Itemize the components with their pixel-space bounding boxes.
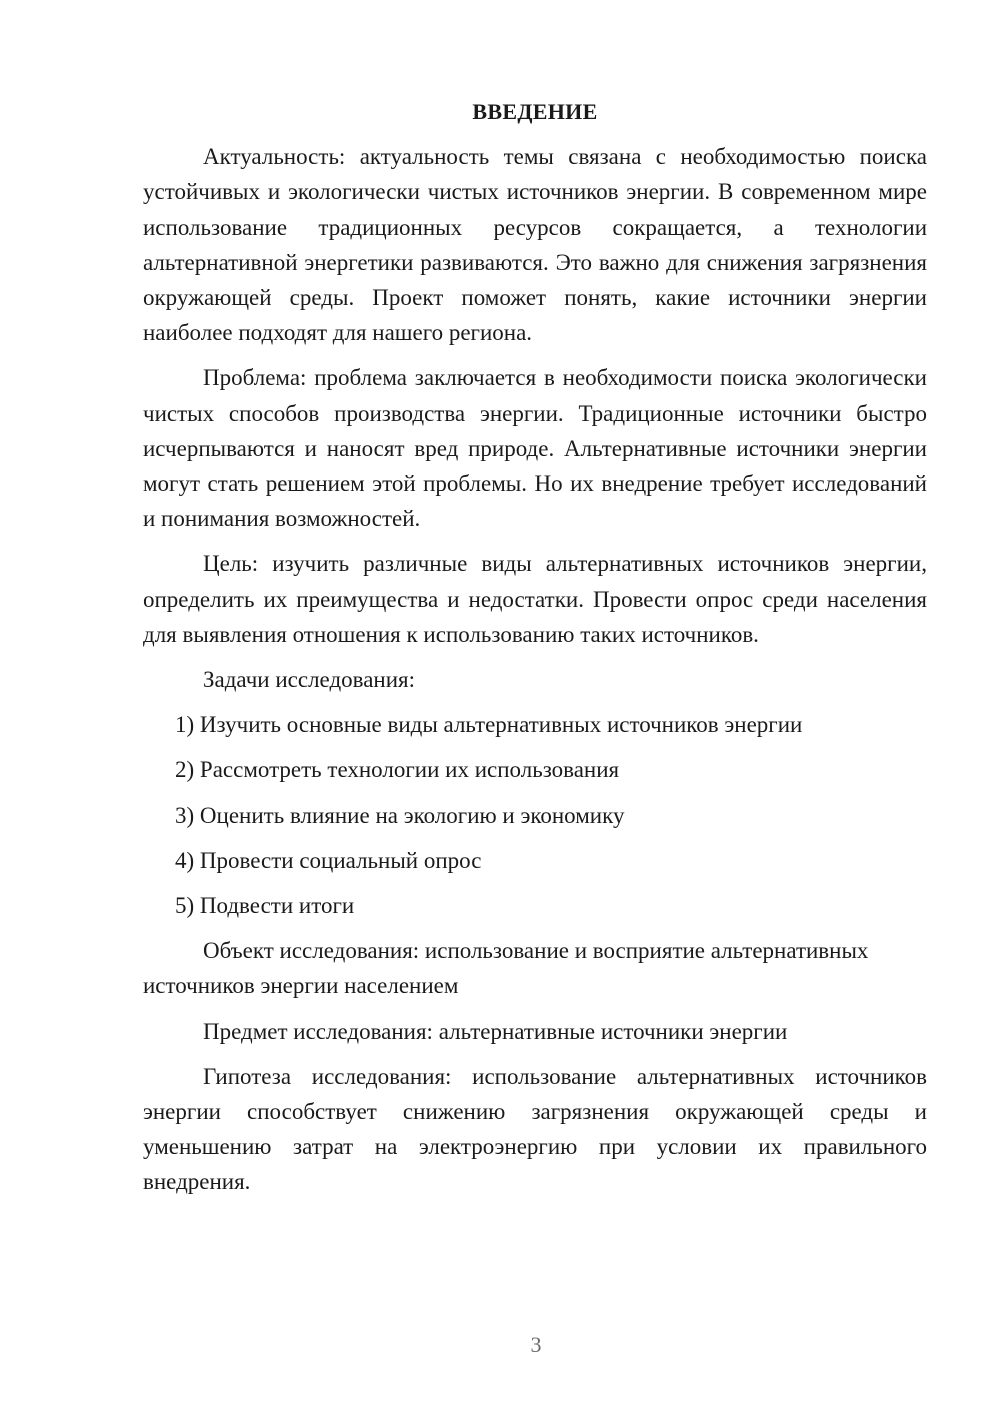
- hypothesis-paragraph: Гипотеза исследования: использование альтернативных источников энергии способствует снижению загрязнения окружающей среды и уменьшению затрат на электроэнергию при условии их правильного внедрения.: [143, 1063, 927, 1195]
- task-item: 2) Рассмотреть технологии их использования: [175, 757, 620, 783]
- task-item: 5) Подвести итоги: [175, 893, 355, 919]
- task-item: 4) Провести социальный опрос: [175, 847, 482, 873]
- goal-paragraph: Цель: изучить различные виды альтернативных источников энергии, определить их преимущества и недостатки. Провести опрос среди населения для выявления отношения к использованию таких источников.: [143, 551, 927, 647]
- tasks-heading: Задачи исследования:: [203, 667, 416, 693]
- page-number: 3: [530, 1332, 542, 1357]
- task-item: 3) Оценить влияние на экологию и экономику: [175, 802, 625, 828]
- object-paragraph: Объект исследования: использование и восприятие альтернативных источников энергии населением: [143, 938, 869, 999]
- task-item: 1) Изучить основные виды альтернативных источников энергии: [175, 712, 803, 738]
- tasks-list: [143, 707, 927, 923]
- relevance-paragraph: Актуальность: актуальность темы связана с необходимостью поиска устойчивых и экологически чистых источников энергии. В современном мире использование традиционных ресурсов сокращается, а технологии альтернативной энергетики развиваются. Это важно для снижения загрязнения окружающей среды. Проект поможет понять, какие источники энергии наиболее подходят для нашего региона.: [143, 144, 927, 346]
- page-title: ВВЕДЕНИЕ: [472, 99, 598, 124]
- subject-paragraph: Предмет исследования: альтернативные источники энергии: [203, 1018, 788, 1044]
- problem-paragraph: Проблема: проблема заключается в необходимости поиска экологически чистых способов производства энергии. Традиционные источники быстро исчерпываются и наносят вред природе. Альтернативные источники энергии могут стать решением этой проблемы. Но их внедрение требует исследований и понимания возможностей.: [143, 365, 927, 532]
- page-content: [143, 94, 927, 1210]
